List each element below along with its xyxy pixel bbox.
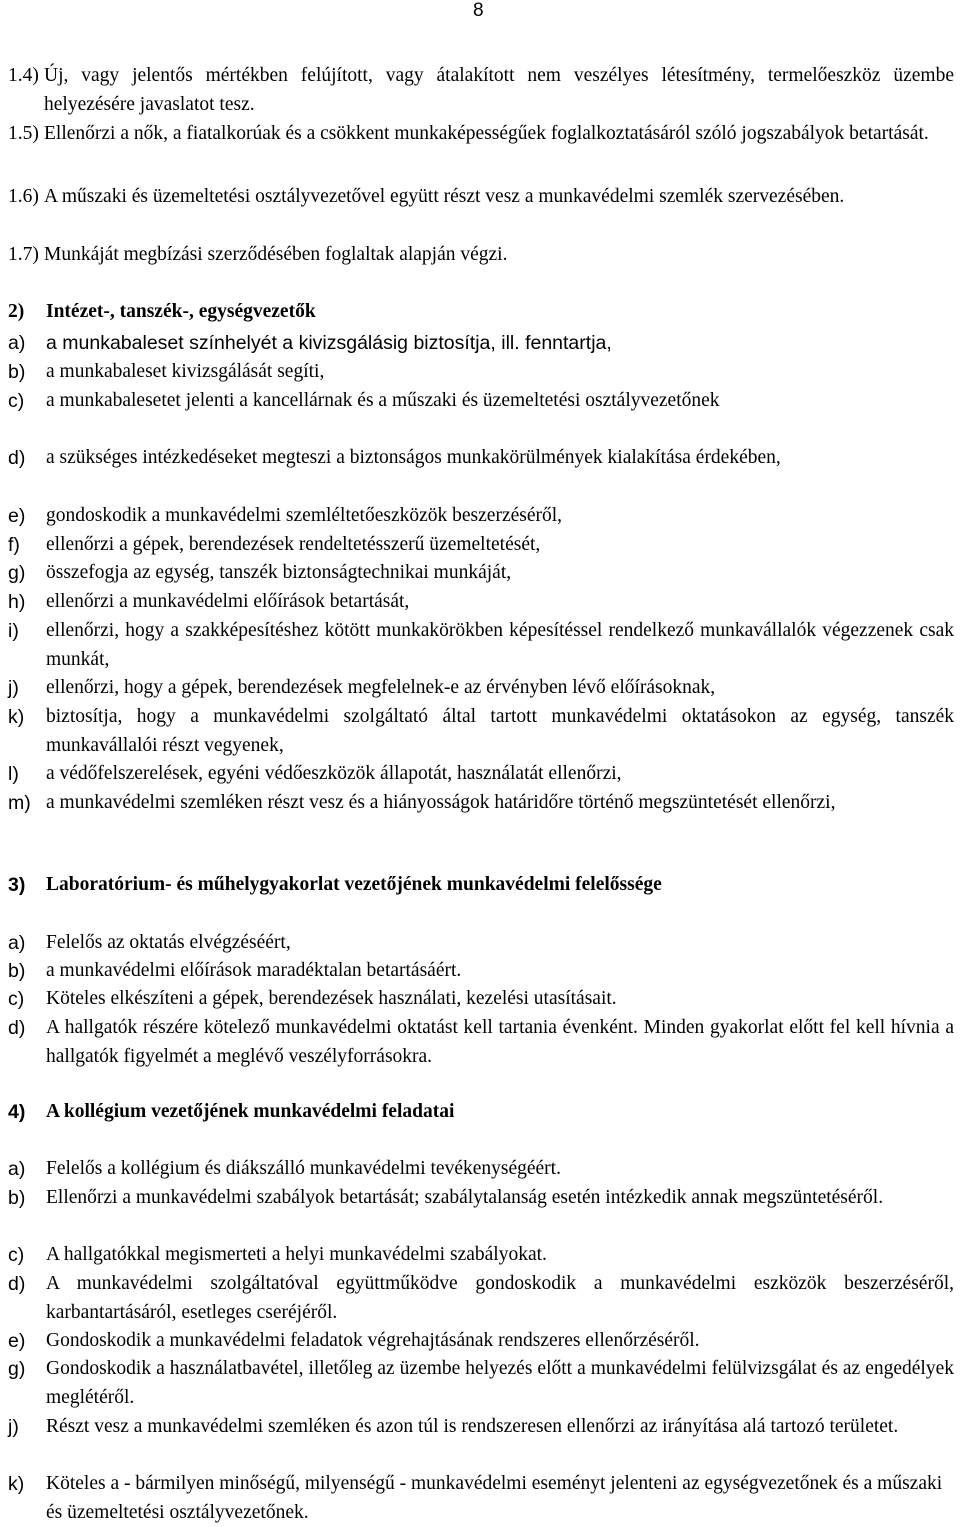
list-item: [8, 241, 954, 270]
item-label: 1.7): [8, 244, 39, 265]
list-item: [8, 1155, 954, 1184]
section-title: A kollégium vezetőjének munkavédelmi feladatai: [46, 1101, 455, 1122]
item-text: Köteles elkészíteni a gépek, berendezések használati, kezelési utasításait.: [46, 988, 617, 1009]
list-item: [8, 703, 954, 760]
list-item: [8, 957, 954, 986]
list-item: [8, 617, 954, 674]
item-label: b): [8, 1187, 26, 1209]
item-text: Felelős a kollégium és diákszálló munkavédelmi tevékenységéért.: [46, 1158, 561, 1179]
list-item: [8, 387, 954, 416]
list-item: [8, 1470, 954, 1527]
item-label: 1.6): [8, 186, 39, 207]
list-item: [8, 1413, 954, 1442]
section-number: 2): [8, 301, 25, 322]
item-text: ellenőrzi, hogy a gépek, berendezések megfelelnek-e az érvényben lévő előírásoknak,: [46, 677, 716, 698]
section-heading: [8, 298, 954, 327]
item-text: ellenőrzi a munkavédelmi előírások betartását,: [46, 591, 410, 612]
list-item: [8, 1241, 954, 1270]
item-label: c): [8, 988, 25, 1010]
item-text: a munkabalesetet jelenti a kancellárnak és a műszaki és üzemeltetési osztályvezetőnek: [46, 390, 720, 411]
item-label: g): [8, 1358, 26, 1380]
item-text: a munkabaleset kivizsgálását segíti,: [46, 361, 325, 382]
list-item: [8, 985, 954, 1014]
item-label: a): [8, 332, 26, 354]
list-item: [8, 444, 954, 473]
list-item: [8, 1270, 954, 1327]
item-label: a): [8, 932, 26, 954]
item-text: összefogja az egység, tanszék biztonságtechnikai munkáját,: [46, 562, 512, 583]
item-text: Ellenőrzi a munkavédelmi szabályok betartását; szabálytalanság esetén intézkedik annak megszüntetéséről.: [46, 1187, 884, 1208]
section-title: Intézet-, tanszék-, egységvezetők: [46, 301, 316, 322]
item-label: i): [8, 620, 19, 642]
item-text: a védőfelszerelések, egyéni védőeszközök állapotát, használatát ellenőrzi,: [46, 763, 622, 784]
list-item: [8, 502, 954, 531]
list-item: [8, 588, 954, 617]
item-text: ellenőrzi, hogy a szakképesítéshez kötött munkakörökben képesítéssel rendelkező munkavállalók végezzenek csak munkát,: [46, 620, 954, 670]
section-title: Laboratórium- és műhelygyakorlat vezetőjének munkavédelmi felelőssége: [46, 874, 662, 895]
item-text: a munkavédelmi szemléken részt vesz és a hiányosságok határidőre történő megszüntetését ellenőrzi,: [46, 792, 836, 813]
item-label: l): [8, 763, 19, 785]
item-label: c): [8, 390, 25, 412]
item-text: Új, vagy jelentős mértékben felújított, vagy átalakított nem veszélyes létesítmény, termelőeszköz üzembe helyezésére javaslatot tesz.: [44, 65, 954, 115]
item-label: e): [8, 1330, 26, 1352]
item-label: d): [8, 1017, 26, 1039]
item-text: a szükséges intézkedéseket megteszi a biztonságos munkakörülmények kialakítása érdekében,: [46, 447, 781, 468]
list-item: [8, 329, 954, 358]
list-item: [8, 1355, 954, 1412]
list-item: [8, 1014, 954, 1071]
item-text: A hallgatókkal megismerteti a helyi munkavédelmi szabályokat.: [46, 1244, 547, 1265]
item-text: Köteles a - bármilyen minőségű, milyenségű - munkavédelmi eseményt jelenteni az egységvezetőnek és a műszaki és üzemeltetési osztályvezetőnek.: [46, 1473, 943, 1523]
item-label: b): [8, 960, 26, 982]
list-item: [8, 929, 954, 958]
item-label: d): [8, 1273, 26, 1295]
item-text: a munkabaleset színhelyét a kivizsgálásig biztosítja, ill. fenntartja,: [46, 332, 612, 354]
item-label: a): [8, 1158, 26, 1180]
item-label: g): [8, 562, 26, 584]
item-label: k): [8, 1473, 25, 1495]
item-label: j): [8, 1416, 19, 1438]
page-number: 8: [473, 0, 484, 21]
list-item: [8, 120, 954, 149]
list-item: [8, 183, 954, 212]
item-label: 1.5): [8, 123, 39, 144]
list-item: [8, 1184, 954, 1213]
item-label: c): [8, 1244, 25, 1266]
item-label: h): [8, 591, 26, 613]
item-label: j): [8, 677, 19, 699]
item-text: Felelős az oktatás elvégzéséért,: [46, 932, 291, 953]
item-label: m): [8, 792, 31, 814]
list-item: [8, 559, 954, 588]
item-label: 1.4): [8, 65, 39, 86]
item-text: gondoskodik a munkavédelmi szemléltetőeszközök beszerzéséről,: [46, 505, 563, 526]
item-text: Ellenőrzi a nők, a fiatalkorúak és a csökkent munkaképességűek foglalkoztatásáról szóló jogszabályok betartását.: [44, 123, 929, 144]
item-text: A hallgatók részére kötelező munkavédelmi oktatást kell tartania évenként. Minden gyakorlat előtt fel kell hívnia a hallgatók figyelmét a meglévő veszélyforrásokra.: [46, 1017, 954, 1067]
item-label: f): [8, 534, 20, 556]
item-text: A műszaki és üzemeltetési osztályvezetővel együtt részt vesz a munkavédelmi szemlék szervezésében.: [44, 186, 845, 207]
item-label: d): [8, 447, 26, 469]
item-text: biztosítja, hogy a munkavédelmi szolgáltató által tartott munkavédelmi oktatásokon az egység, tanszék munkavállalói részt vegyenek,: [46, 706, 954, 756]
item-text: Munkáját megbízási szerződésében foglaltak alapján végzi.: [44, 244, 508, 265]
item-text: Részt vesz a munkavédelmi szemléken és azon túl is rendszeresen ellenőrzi az irányítása alá tartozó területet.: [46, 1416, 899, 1437]
list-item: [8, 62, 954, 119]
item-text: a munkavédelmi előírások maradéktalan betartásáért.: [46, 960, 462, 981]
list-item: [8, 531, 954, 560]
item-label: e): [8, 505, 26, 527]
list-item: [8, 1327, 954, 1356]
section-heading: [8, 871, 954, 900]
list-item: [8, 674, 954, 703]
section-number: 3): [8, 874, 26, 896]
item-text: A munkavédelmi szolgáltatóval együttműködve gondoskodik a munkavédelmi eszközök beszerzéséről, karbantartásáról, esetleges cseréjéről.: [46, 1273, 954, 1323]
item-text: Gondoskodik a használatbavétel, illetőleg az üzembe helyezés előtt a munkavédelmi felülvizsgálat és az engedélyek meglétéről.: [46, 1358, 954, 1408]
list-item: [8, 760, 954, 789]
list-item: [8, 358, 954, 387]
list-item: [8, 789, 954, 818]
item-text: Gondoskodik a munkavédelmi feladatok végrehajtásának rendszeres ellenőrzéséről.: [46, 1330, 700, 1351]
item-text: ellenőrzi a gépek, berendezések rendeltetésszerű üzemeltetését,: [46, 534, 541, 555]
item-label: k): [8, 706, 25, 728]
item-label: b): [8, 361, 26, 383]
section-number: 4): [8, 1101, 26, 1123]
section-heading: [8, 1098, 954, 1127]
